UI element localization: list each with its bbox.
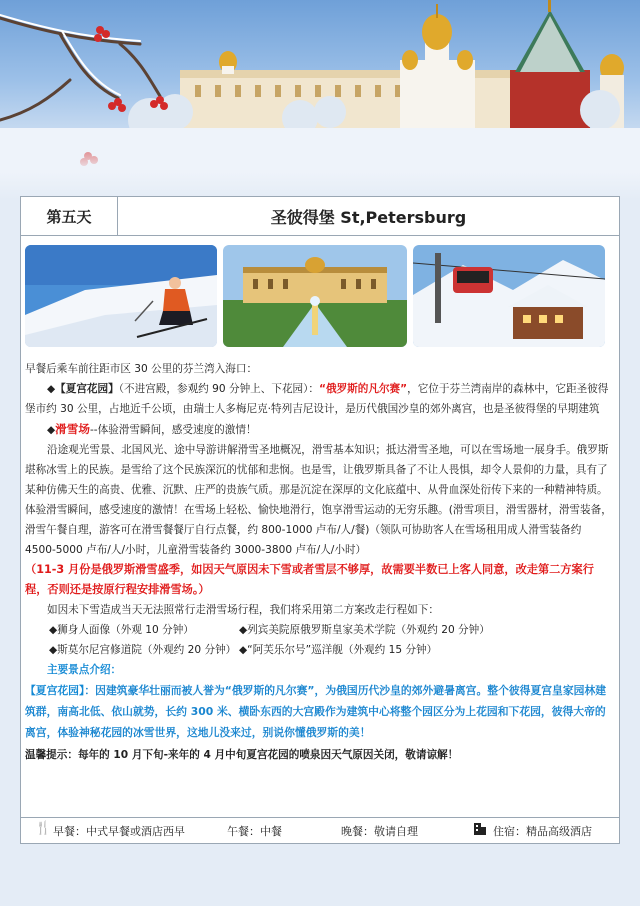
day-content	[25, 359, 615, 765]
ski-paragraph: 沿途观光雪景、北国风光、途中导游讲解滑雪圣地概况，滑雪基本知识；抵达滑雪圣地，可以在雪场地一展身手。俄罗斯堪称冰雪上的民族。是雪给了这个民族深沉的忧郁和悲悯。也是雪，让俄罗斯具备了不让人畏惧，却令人景仰的力量，具有了某种仿佛天生的高贵、优雅、沉默、庄严的贵族气质。那是沉淀在深厚的文化底蕴中、从骨血深处衍传下来的一种精神特质。体验滑雪瞬间，感受速度的激情！在雪场上轻松、愉快地滑行，饱享滑雪运动的无穷乐趣。(滑雪项目，滑雪器材，滑雪装备，滑雪午餐自理，游客可在滑雪餐餐厅自行点餐，约 800-1000 卢布/人/餐)（领队可协助客人在雪场租用成人滑雪装备约 4500-5000 卢布/人/小时，儿童滑雪装备约 3000-3800 卢布/人/小时）	[25, 444, 612, 556]
plan-b-item: ◆列宾美院原俄罗斯皇家美术学院（外观约 20 分钟）	[239, 624, 490, 636]
summer-palace-note: （不进宫殿，参观约 90 分钟上、下花园）：	[118, 383, 320, 395]
main-sight-name: 【夏宫花园】	[25, 684, 85, 697]
breakfast-info: 早餐：中式早餐或酒店西早	[53, 825, 185, 838]
main-sights-label: 主要景点介绍：	[47, 664, 122, 676]
plan-b-intro: 如因未下雪造成当天无法照常行走滑雪场行程，我们将采用第二方案改走行程如下：	[47, 604, 439, 616]
bullet-icon: ◆	[47, 424, 56, 436]
ski-desc: --体验滑雪瞬间，感受速度的激情！	[89, 424, 257, 436]
ski-name: 滑雪场	[55, 422, 90, 436]
summer-palace-name: 【夏宫花园】	[55, 383, 119, 395]
fork-knife-icon: 🍴	[35, 821, 52, 836]
snow-warning: （11-3 月份是俄罗斯滑雪盛季，如因天气原因未下雪或者雪层不够厚，故需要半数已上客人同意，改走第二方案行程，否则还是按原行程安排滑雪场。）	[25, 563, 594, 596]
plan-b-item: ◆“阿芙乐尔号”巡洋舰（外观约 15 分钟）	[239, 644, 438, 656]
meals-bar	[21, 817, 619, 844]
bullet-icon: ◆	[47, 383, 56, 395]
summer-palace-alias: “俄罗斯的凡尔赛”	[319, 383, 408, 395]
summer-palace-paragraph	[25, 379, 615, 419]
day-header	[21, 197, 619, 236]
skier-photo	[25, 245, 217, 347]
lunch-info: 午餐：中餐	[227, 825, 282, 838]
ski-resort-photo	[413, 245, 605, 347]
hotel-info: 住宿：精品高级酒店	[493, 825, 592, 838]
palace-photo	[223, 245, 407, 347]
intro-text: 早餐后乘车前往距市区 30 公里的芬兰湾入海口：	[25, 363, 258, 375]
ski-heading	[25, 419, 615, 440]
photo-strip	[21, 245, 619, 349]
notice-text: 温馨提示：每年的 10 月下旬-来年的 4 月中旬夏宫花园的喷泉因天气原因关闭，敬请谅解！	[25, 749, 459, 761]
hotel-icon	[473, 822, 487, 839]
main-sight-paragraph	[25, 680, 615, 743]
plan-b-list	[25, 620, 615, 660]
itinerary-card	[20, 196, 620, 844]
day-label: 第五天	[21, 197, 118, 235]
plan-b-item: ◆斯莫尔尼宫修道院（外观约 20 分钟）	[49, 644, 237, 656]
winter-kremlin-banner	[0, 0, 640, 200]
summer-palace-desc: ，它位于芬兰湾南岸的森林中，它距圣彼得堡市约 30 公里，占地近千公顷，由瑞士人多梅尼克·特列吉尼设计，是历代俄国沙皇的郊外离宫，也是圣彼得堡的早期建筑	[25, 383, 609, 415]
day-title: 圣彼得堡 St,Petersburg	[270, 207, 467, 227]
plan-b-item: ◆狮身人面像（外观 10 分钟）	[49, 624, 194, 636]
main-sight-desc: ：因建筑豪华壮丽而被人誉为“俄罗斯的凡尔赛”，为俄国历代沙皇的郊外避暑离宫。整个彼得夏宫皇家园林建筑群，南高北低、依山就势，长约 300 米、横卧东西的大宫殿作为建筑中心将整个园区分为上花园和下花园，彼得大帝的离宫，体验神秘花园的冰雪世界，这地儿没来过，别说你懂俄罗斯的美！	[25, 684, 607, 739]
dinner-info: 晚餐：敬请自理	[341, 825, 418, 838]
